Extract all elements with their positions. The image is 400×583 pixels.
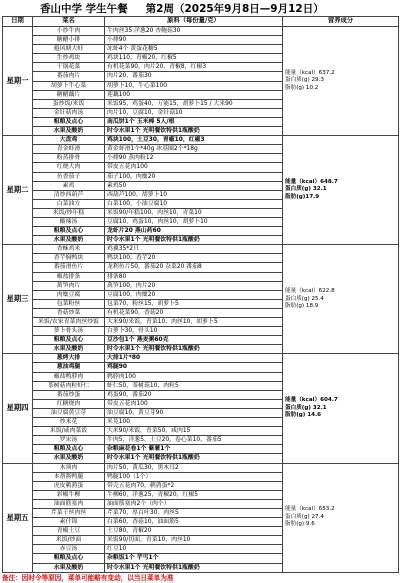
nutrition-info: 能量（kcal）622.8 蛋白质(g) 25.4 脂肪(g) 18.9 (283, 245, 399, 354)
nutrition-info: 能量（kcal）637.2 蛋白质(g) 29.3 脂肪(g) 10.2 (283, 27, 399, 136)
dish-ingredients: 鸭脖肉100 (105, 372, 283, 381)
dish-name: 水果及酸奶 (33, 454, 105, 463)
table-row (3, 27, 399, 36)
dish-name: 素什锦 (33, 518, 105, 527)
dish-name: 米饭/农家青菜肉丝炒饭 (33, 318, 105, 327)
dish-ingredients: 土豆80，青椒20 (105, 527, 283, 536)
header-dish: 菜名 (33, 17, 105, 27)
dish-name: 芹菜干丝肉丝 (33, 508, 105, 517)
dish-ingredients: 牛肉5，洋葱5，土豆20，卷心菜10，番茄5 (105, 436, 283, 445)
dish-ingredients: 白菜100，小油豆腐10 (105, 199, 283, 208)
dish-ingredients: 鸡翼35*2只 (105, 245, 283, 254)
dish-ingredients: 鸡块110，青椒20，红椒5 (105, 54, 283, 63)
dish-name: 香酥鸡米 (33, 245, 105, 254)
dish-name: 水果及酸奶 (33, 563, 105, 572)
dish-name: 糖醋小排 (33, 36, 105, 45)
dish-name: 生炒鸡块 (33, 54, 105, 63)
nutrition-info: 能量（kcal）604.7 蛋白质(g) 32.1 脂肪(g) 14.6 (283, 354, 399, 463)
dish-name: 小炒牛肉 (33, 27, 105, 36)
dish-ingredients: 豆腐10，鸡蛋10，肉丝10，胡萝卜10 (105, 217, 283, 226)
dish-ingredients: 鸭块100，香芋20 (105, 254, 283, 263)
menu-title (2, 2, 398, 16)
table-row (3, 136, 399, 145)
dish-ingredients: 胡萝卜10，牛心菜100 (105, 81, 283, 90)
dish-name: 素鸡 (33, 181, 105, 190)
dish-name: 本帮酱鸭腿 (33, 472, 105, 481)
dish-ingredients: 油豆腐10，黄豆芽90 (105, 408, 283, 417)
dish-name: 油面筋塞肉 (33, 499, 105, 508)
dish-ingredients: 有机花菜90，香菇20 (105, 308, 283, 317)
dish-ingredients: 带皮五花肉100 (105, 163, 283, 172)
dish-name: 虎皮鹌鹑蛋 (33, 481, 105, 490)
dish-ingredients: 包菜70，粉丝15，胡萝卜5 (105, 299, 283, 308)
dish-name: 茶树菇肉粒虾仁 (33, 381, 105, 390)
dish-name: 粉蒸排骨 (33, 154, 105, 163)
dish-name: 肉糜豆腐 (33, 290, 105, 299)
dish-ingredients: 有机花菜90，肉片20，青椒8，红椒3 (105, 63, 283, 72)
dish-name: 胡萝卜牛心菜 (33, 81, 105, 90)
dish-ingredients: 红豆10 (105, 545, 283, 554)
nutrition-info: 能量（kcal）653.2 蛋白质(g) 27.4 脂肪(g) 9.6 (283, 463, 399, 572)
header-ingredients: 原料（每份量/克） (105, 17, 283, 27)
dish-ingredients: 南瓜饼1个 玉米棒 5人/根 (105, 117, 283, 126)
dish-ingredients: 带皮五花肉100 (105, 399, 283, 408)
dish-name: 番茄滑鱼片 (33, 263, 105, 272)
dish-name: 青椒土豆 (33, 527, 105, 536)
dish-ingredients: 油面筋塞肉2个（肉个） (105, 499, 283, 508)
dish-ingredients: 牛肉丝35 洋葱20 杏鲍菇30 (105, 27, 283, 36)
header-date: 日期 (3, 17, 33, 27)
dish-ingredients: 黄金虾滑1个*40g 冰基圈2个*18g (105, 145, 283, 154)
dish-ingredients: 芹菜70，厚百叶30，肉丝5 (105, 508, 283, 517)
table-row (3, 354, 399, 363)
dish-ingredients: 豆腐100，肉糜20 (105, 290, 283, 299)
dish-name: 椒盐排条 (33, 272, 105, 281)
dish-name: 番茄炒蛋 (33, 390, 105, 399)
dish-name: 彩椒牛柳 (33, 490, 105, 499)
dish-name: 椒盐鸭脖肉 (33, 372, 105, 381)
dish-name: 萬笋肉片 (33, 281, 105, 290)
dish-name: 包菜粉丝 (33, 299, 105, 308)
nutrition-info: 能量（kcal）648.7 蛋白质(g) 32.1 脂肪(g)17.9 (283, 136, 399, 245)
table-row (3, 245, 399, 254)
dish-ingredients: 排条80 (105, 272, 283, 281)
dish-ingredients: 带壳五花肉70，鹌鹑蛋*2 (105, 481, 283, 490)
dish-name: 油豆腐黄豆芽 (33, 408, 105, 417)
dish-name: 米饭/炒年糕 (33, 208, 105, 217)
dish-ingredients: 大米90/米饭，青菜10，肉丝10，胡萝卜5 (105, 318, 283, 327)
dish-name: 米饭/咸肉菜饭 (33, 427, 105, 436)
school-title: 香山中学 学生午餐 (40, 3, 128, 15)
dish-ingredients: 肉片20，番茄30 (105, 72, 283, 81)
dish-name: 葱烤大排 (33, 354, 105, 363)
table-header-row (3, 17, 399, 27)
dish-name: 水果及酸奶 (33, 345, 105, 354)
dish-name: 大盘鸡 (33, 136, 105, 145)
day-label: 星期二 (3, 136, 33, 245)
dish-name: 避风塘大虾 (33, 45, 105, 54)
dish-ingredients: 米饭95，鸡蛋40，万能15，胡萝卜15 / 大米90 (105, 99, 283, 108)
dish-name: 木须肉 (33, 463, 105, 472)
dish-name: 红糖烧肉 (33, 399, 105, 408)
dish-ingredients: 龙虾片20 燕山药60 (105, 227, 283, 236)
dish-name: 粗粮及点心 (33, 336, 105, 345)
day-label: 星期一 (3, 27, 33, 136)
dish-name: 粗粮及点心 (33, 227, 105, 236)
dish-name: 酸辣汤 (33, 217, 105, 226)
dish-ingredients: 时令水果1个 光明餐饮特供1瓶酸奶 (105, 127, 283, 136)
day-label: 星期五 (3, 463, 33, 572)
dish-ingredients: 肉片50，黄瓜30，黑木耳2 (105, 463, 283, 472)
dish-ingredients: 莲藕100 (105, 90, 283, 99)
dish-name: 水果及酸奶 (33, 127, 105, 136)
dish-ingredients: 杂粮麻花卷1个 紫薯1个 (105, 445, 283, 454)
dish-ingredients: 大排1片*80 (105, 354, 283, 363)
dish-name: 罗宋汤 (33, 436, 105, 445)
dish-name: 白菜油方 (33, 199, 105, 208)
dish-ingredients: 米苋100 (105, 418, 283, 427)
dish-ingredients: 白萝卜30，骨头10 (105, 327, 283, 336)
dish-ingredients: 鸡腿90 (105, 363, 283, 372)
day-label: 星期四 (3, 354, 33, 463)
dish-name: 葱油鸡腿 (33, 363, 105, 372)
dish-name: 香菇炒菜 (33, 308, 105, 317)
dish-name: 干锅花菜 (33, 63, 105, 72)
dish-ingredients: 时令水果1个 光明餐饮特供1瓶酸奶 (105, 236, 283, 245)
dish-ingredients: 鸡块100，土豆30，青椒10，红椒3 (105, 136, 283, 145)
dish-name: 粗粮及点心 (33, 554, 105, 563)
dish-ingredients: 米饭90/切面，青菜10，肉丝10 (105, 536, 283, 545)
dish-ingredients: 米饭90/年糕100，肉丝10，青菜10 (105, 208, 283, 217)
dish-name: 青金虾滑 (33, 145, 105, 154)
menu-table (2, 16, 399, 573)
dish-ingredients: 牛柳60，洋葱25，青椒20，红椒5 (105, 490, 283, 499)
dish-ingredients: 龙利鱼片50，番茄20 杂菜20 番茄8 (105, 263, 283, 272)
dish-ingredients: 西葫芦100，胡萝卜10 (105, 190, 283, 199)
dish-name: 香芋焖鸭块 (33, 254, 105, 263)
dish-name: 番茄肉片 (33, 72, 105, 81)
dish-ingredients: 小排90 蒸肉粉12 (105, 154, 283, 163)
dish-ingredients: 萬笋100，肉片20 (105, 281, 283, 290)
dish-name: 萝卜骨头汤 (33, 327, 105, 336)
footer-note: 备注：因时令等原因，菜单可能略有变动，以当日菜单为准 (2, 573, 174, 582)
dish-name: 鱼香茄子 (33, 172, 105, 181)
table-row (3, 463, 399, 472)
header-nutrition: 营养成分 (283, 17, 399, 27)
dish-name: 粗粮及点心 (33, 445, 105, 454)
dish-name: 金针菇肉汤 (33, 108, 105, 117)
dish-name: 蛋炒饭/米饭 (33, 99, 105, 108)
dish-ingredients: 冻虾4个 黄蛋花糖5 (105, 45, 283, 54)
dish-ingredients: 时令水果1个 光明餐饮特供1瓶酸奶 (105, 345, 283, 354)
dish-ingredients: 肉片10，豆腐10，金针菇10 (105, 108, 283, 117)
dish-ingredients: 鸭腿100（1个） (105, 472, 283, 481)
dish-ingredients: 虾仁50，茶树菇10，肉粒5 (105, 381, 283, 390)
dish-name: 糖醋藕片 (33, 90, 105, 99)
dish-ingredients: 时令水果1个 光明餐饮特供1瓶酸奶 (105, 454, 283, 463)
dish-ingredients: 大米90/米饭，青菜50，咸肉15 (105, 427, 283, 436)
dish-name: 赤豆汤 (33, 545, 105, 554)
dish-name: 粗粮及点心 (33, 117, 105, 126)
dish-name: 米饭/炒面 (33, 536, 105, 545)
dish-ingredients: 杂粮饭1个 芋丐1个 (105, 554, 283, 563)
dish-ingredients: 鸡蛋90，番茄20 (105, 390, 283, 399)
dish-ingredients: 小排90 (105, 36, 283, 45)
dish-ingredients: 时令水果1个 光明餐饮特供1瓶酸奶 (105, 563, 283, 572)
dish-ingredients: 豆沙包1个 燕麦粥60克 (105, 336, 283, 345)
dish-name: 红烧大肉 (33, 163, 105, 172)
dish-name: 清炒西葫芦 (33, 190, 105, 199)
menu-body (3, 27, 399, 573)
day-label: 星期三 (3, 245, 33, 354)
dish-name: 水果及酸奶 (33, 236, 105, 245)
dish-name: 炒米苋 (33, 418, 105, 427)
dish-ingredients: 素鸡50 (105, 181, 283, 190)
week-range: 第2周（2025年9月8日—9月12日） (145, 3, 324, 15)
dish-ingredients: 茄子100，肉糜20 (105, 172, 283, 181)
dish-ingredients: 白菜60，香菇10，油面筋5 (105, 518, 283, 527)
